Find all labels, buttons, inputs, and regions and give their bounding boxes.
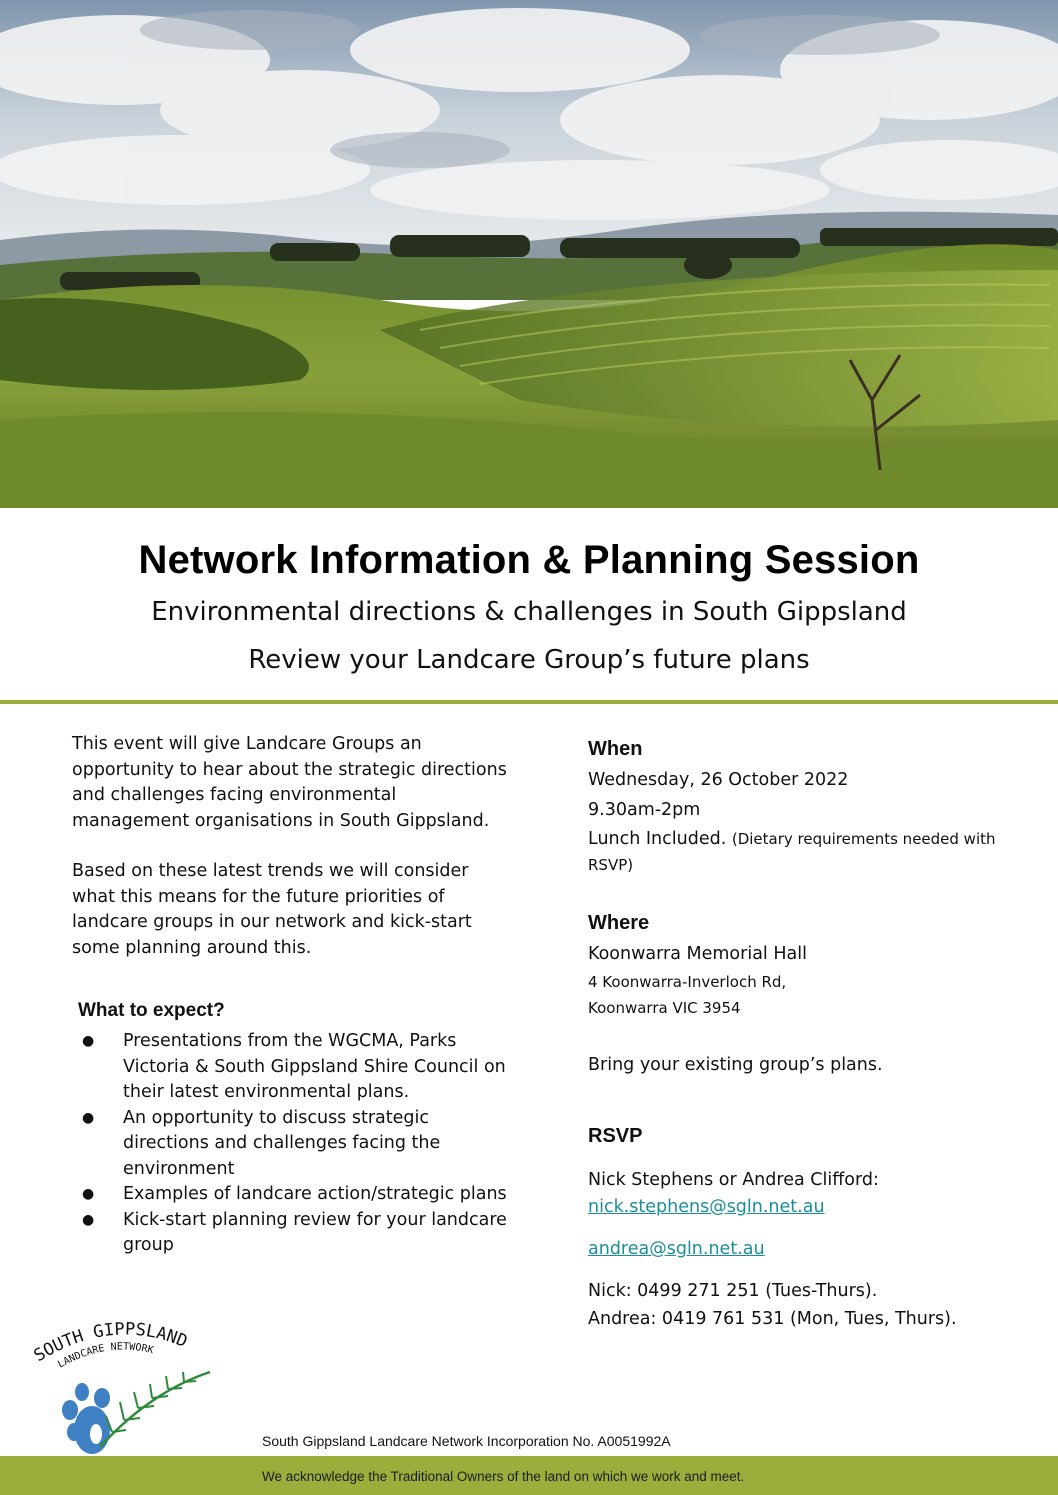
subtitle-review: Review your Landcare Group’s future plans bbox=[248, 645, 810, 675]
dietary-note: (Dietary requirements needed with RSVP) bbox=[588, 830, 996, 874]
list-item: ● An opportunity to discuss strategic directions and challenges facing the environment bbox=[82, 1107, 441, 1179]
bullet-icon: ● bbox=[82, 1186, 95, 1202]
sgln-logo bbox=[30, 1312, 220, 1462]
bullet-icon: ● bbox=[82, 1211, 95, 1228]
bullet-icon: ● bbox=[82, 1109, 95, 1126]
page-title: Network Information & Planning Session bbox=[138, 538, 920, 582]
list-item: ● Presentations from the WGCMA, Parks Victoria & South Gippsland Shire Council on their latest environmental plans. bbox=[82, 1031, 506, 1102]
intro-section bbox=[72, 732, 512, 961]
list-item: ● Kick-start planning review for your landcare group bbox=[82, 1209, 507, 1255]
phone-nick: Nick: 0499 271 251 (Tues-Thurs). bbox=[588, 1281, 878, 1301]
logo-text-line-2: LANDCARE NETWORK bbox=[56, 1341, 155, 1371]
when-time: 9.30am-2pm bbox=[588, 800, 701, 820]
registration-number: South Gippsland Landcare Network Incorporation No. A0051992A bbox=[262, 1433, 671, 1449]
logo-text-line-1: SOUTH GIPPSLAND bbox=[30, 1319, 191, 1367]
venue-address-line-1: 4 Koonwarra-Inverloch Rd, bbox=[588, 973, 787, 991]
rsvp-contacts: Nick Stephens or Andrea Clifford: bbox=[588, 1170, 879, 1190]
list-item: ● Examples of landcare action/strategic plans bbox=[72, 1182, 512, 1208]
green-divider bbox=[0, 700, 1058, 704]
intro-paragraph-1: This event will give Landcare Groups an opportunity to hear about the strategic directions and challenges facing environmental management organisations in South Gippsland. bbox=[72, 734, 507, 831]
subtitle-directions: Environmental directions & challenges in South Gippsland bbox=[151, 597, 907, 627]
rsvp-heading: RSVP bbox=[588, 1125, 643, 1147]
expect-heading: What to expect? bbox=[78, 1000, 225, 1021]
email-link-nick[interactable]: nick.stephens@sgln.net.au bbox=[588, 1197, 825, 1217]
when-heading: When bbox=[588, 738, 643, 760]
venue-address-line-2: Koonwarra VIC 3954 bbox=[588, 999, 741, 1017]
lunch-label: Lunch Included. bbox=[588, 829, 727, 849]
expect-list bbox=[72, 1029, 512, 1259]
hero-landscape-photo bbox=[0, 0, 1058, 508]
where-heading: Where bbox=[588, 912, 650, 934]
bullet-icon: ● bbox=[82, 1033, 95, 1049]
intro-paragraph-2: Based on these latest trends we will consider what this means for the future priorities of landcare groups in our network and kick-start some planning around this. bbox=[72, 861, 472, 958]
when-date: Wednesday, 26 October 2022 bbox=[588, 770, 849, 790]
when-lunch bbox=[588, 826, 1028, 878]
phone-andrea: Andrea: 0419 761 531 (Mon, Tues, Thurs). bbox=[588, 1309, 957, 1329]
venue-name: Koonwarra Memorial Hall bbox=[588, 944, 807, 964]
acknowledgement-text: We acknowledge the Traditional Owners of the land on which we work and meet. bbox=[262, 1469, 745, 1484]
bring-plans-note: Bring your existing group’s plans. bbox=[588, 1055, 883, 1075]
email-link-andrea[interactable]: andrea@sgln.net.au bbox=[588, 1239, 765, 1259]
